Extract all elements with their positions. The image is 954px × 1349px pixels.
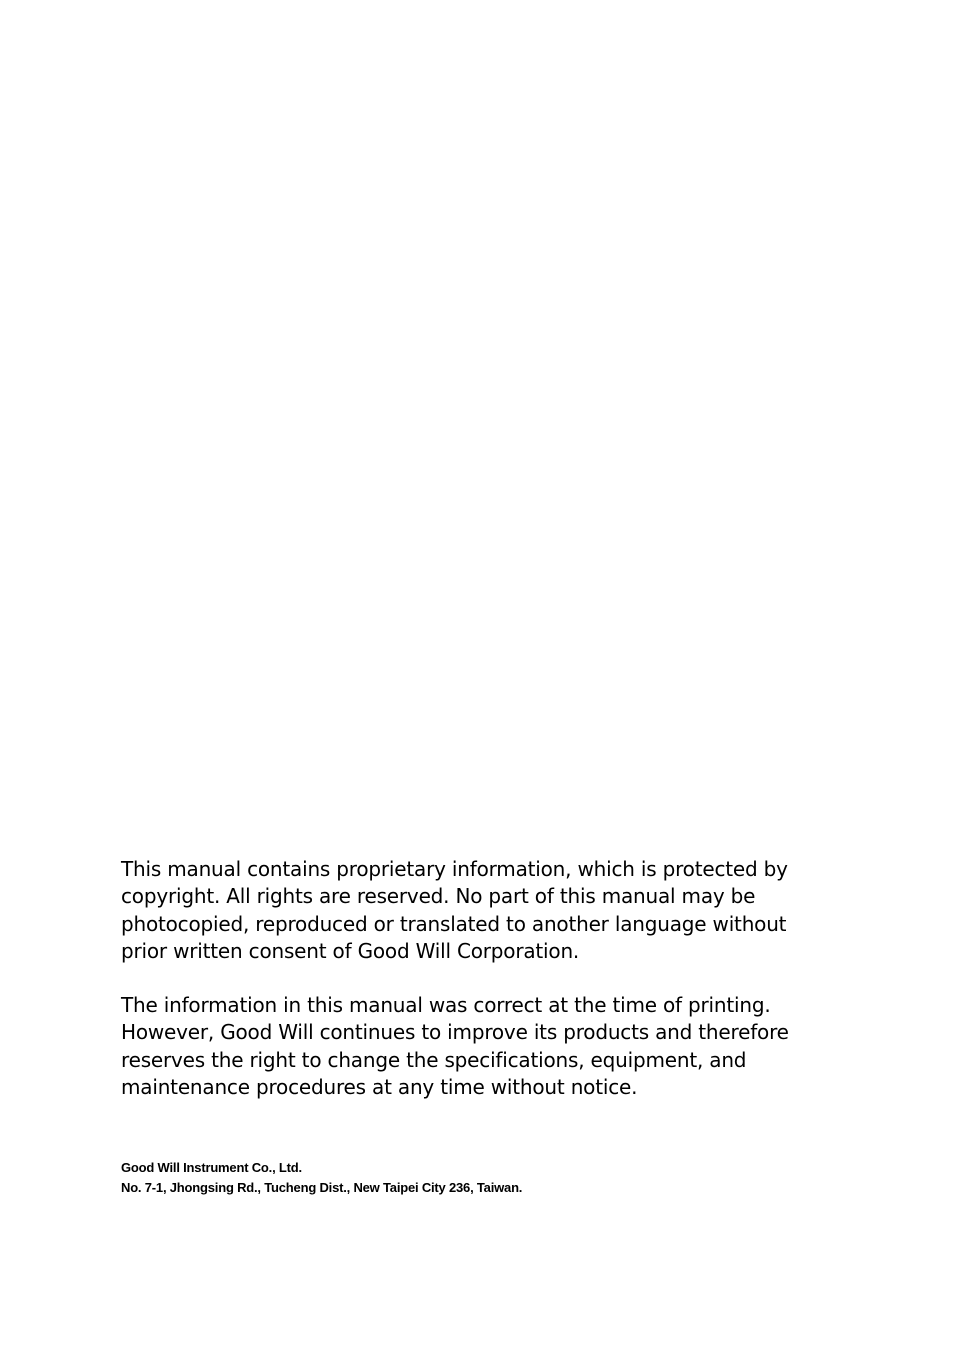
notice-line: The information in this manual was correct at the time of printing. — [121, 993, 771, 1018]
company-name: Good Will Instrument Co., Ltd. — [121, 1160, 302, 1175]
notice-line: reserves the right to change the specifications, equipment, and — [121, 1047, 747, 1072]
notice-line: However, Good Will continues to improve its products and therefore — [121, 1020, 789, 1045]
copyright-notice — [121, 856, 821, 1101]
proprietary-paragraph — [121, 856, 821, 965]
company-address: No. 7-1, Jhongsing Rd., Tucheng Dist., New Taipei City 236, Taiwan. — [121, 1180, 523, 1195]
disclaimer-paragraph — [121, 992, 821, 1101]
company-info — [121, 1158, 522, 1198]
notice-line: This manual contains proprietary information, which is protected by — [121, 857, 788, 881]
notice-line: photocopied, reproduced or translated to another language without — [121, 911, 787, 936]
notice-line: maintenance procedures at any time without notice. — [121, 1075, 638, 1100]
notice-line: prior written consent of Good Will Corporation. — [121, 938, 580, 963]
notice-line: copyright. All rights are reserved. No part of this manual may be — [121, 884, 756, 909]
